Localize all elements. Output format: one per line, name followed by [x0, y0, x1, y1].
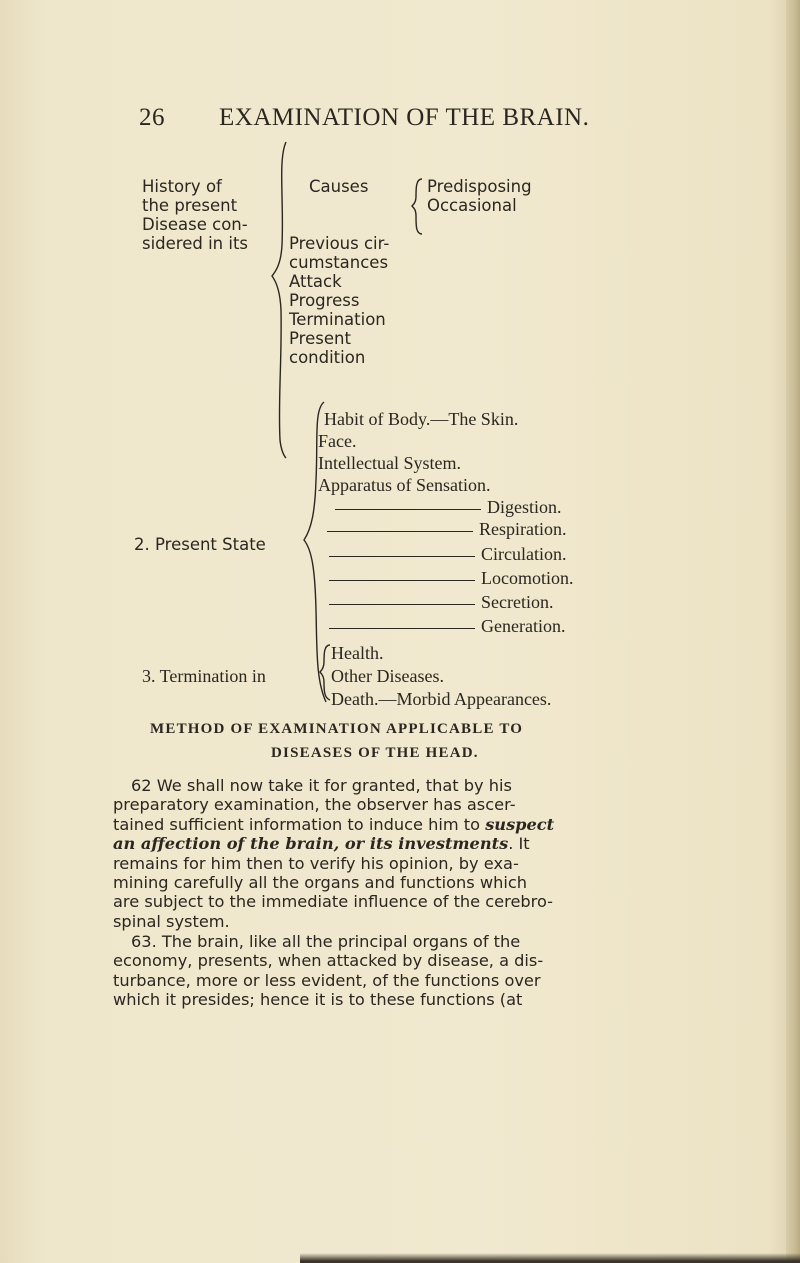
paragraph-line: mining carefully all the organs and functions which — [113, 873, 527, 893]
function-item: Respiration. — [479, 519, 567, 539]
function-rule — [329, 628, 475, 629]
paragraph-line: remains for him then to verify his opinion, by exa- — [113, 853, 519, 873]
italic-text: an affection of the brain — [113, 834, 334, 854]
termination-label: 3. Termination in — [142, 666, 266, 686]
paragraph-line: preparatory examination, the observer has ascer- — [113, 795, 516, 815]
running-title: EXAMINATION OF THE BRAIN. — [219, 104, 590, 131]
paragraph-63 — [113, 932, 633, 1010]
termination-item: Health. — [331, 643, 384, 663]
paragraph-line: 63. The brain, like all the principal organs of the — [131, 932, 521, 951]
paragraph-text: . It — [508, 834, 530, 854]
section-heading: METHOD OF EXAMINATION APPLICABLE TO — [150, 721, 524, 737]
function-item: Secretion. — [481, 592, 554, 612]
function-item: Circulation. — [481, 544, 567, 564]
present-state-item: Face. — [318, 431, 357, 451]
function-rule — [335, 509, 481, 510]
termination-item: Other Diseases. — [331, 666, 444, 686]
history-label-line: History of — [142, 177, 222, 196]
history-label-line: the present — [142, 196, 238, 215]
present-state-item: Apparatus of Sensation. — [318, 475, 491, 495]
italic-text: suspect — [485, 814, 555, 834]
history-item: condition — [289, 348, 366, 367]
paragraph-62 — [113, 776, 633, 931]
function-rule — [329, 580, 475, 581]
history-item: Progress — [289, 291, 360, 310]
present-state-label: 2. Present State — [134, 535, 266, 554]
history-item: Termination — [289, 310, 386, 329]
history-label-line: Disease con- — [142, 215, 248, 234]
page-edge — [786, 0, 800, 1263]
paragraph-line — [113, 815, 633, 834]
paragraph-line: which it presides; hence it is to these functions (at — [113, 990, 523, 1010]
paragraph-line: economy, presents, when attacked by disease, a dis- — [113, 951, 544, 971]
history-item: Present — [289, 329, 351, 348]
italic-text: its investments — [369, 834, 509, 854]
function-item: Generation. — [481, 616, 566, 636]
paragraph-line — [113, 834, 633, 853]
present-state-item: Intellectual System. — [318, 453, 461, 473]
paragraph-line: spinal system. — [113, 911, 230, 931]
history-item: cumstances — [289, 253, 389, 272]
causes-item: Occasional — [427, 196, 517, 215]
italic-text: , or — [333, 834, 370, 854]
page-shadow — [300, 1253, 800, 1263]
termination-item: Death.—Morbid Appearances. — [331, 689, 552, 709]
paragraph-text: tained sufficient information to induce him to — [113, 814, 486, 834]
page-number: 26 — [139, 104, 165, 131]
present-state-item: Habit of Body.—The Skin. — [324, 409, 519, 429]
causes-item: Predisposing — [427, 177, 532, 196]
function-item: Locomotion. — [481, 568, 574, 588]
history-item: Attack — [289, 272, 342, 291]
history-item: Previous cir- — [289, 234, 390, 253]
function-rule — [329, 604, 475, 605]
paragraph-line: are subject to the immediate influence of the cerebro- — [113, 892, 554, 912]
function-rule — [329, 556, 475, 557]
history-label-line: sidered in its — [142, 234, 249, 253]
causes-brace — [412, 176, 424, 246]
section-heading: DISEASES OF THE HEAD. — [271, 745, 479, 761]
causes-label: Causes — [309, 177, 369, 196]
paragraph-line: turbance, more or less evident, of the functions over — [113, 970, 541, 990]
function-rule — [327, 531, 473, 532]
paragraph-line: 62 We shall now take it for granted, that by his — [131, 776, 512, 795]
function-item: Digestion. — [487, 497, 562, 517]
